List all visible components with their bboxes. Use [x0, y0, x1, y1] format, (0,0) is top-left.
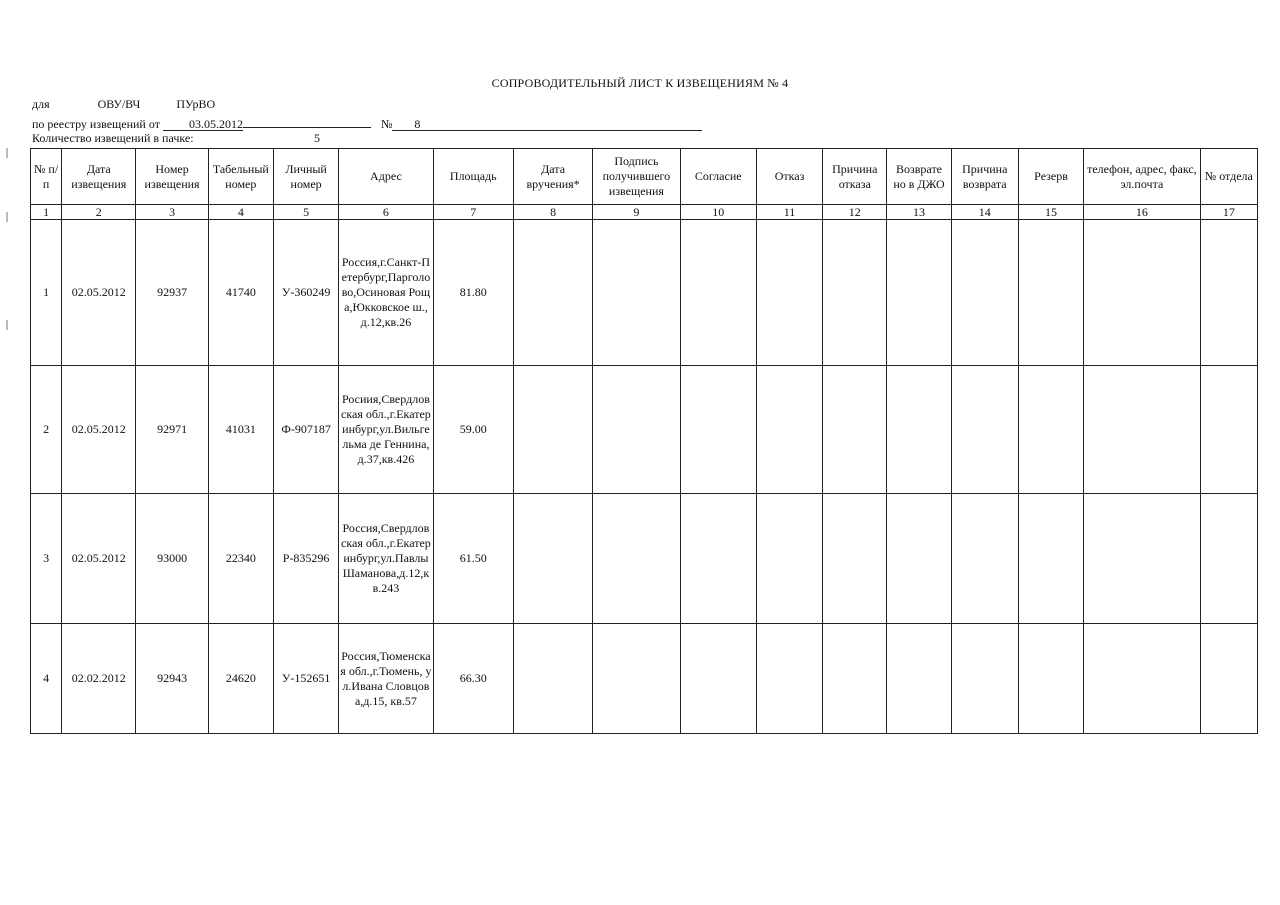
empty-cell — [756, 366, 822, 494]
col-number: 3 — [136, 205, 208, 220]
document-title: СОПРОВОДИТЕЛЬНЫЙ ЛИСТ К ИЗВЕЩЕНИЯМ № 4 — [491, 76, 789, 90]
row-number: 2 — [31, 366, 62, 494]
empty-cell — [513, 494, 592, 624]
col-header: телефон, адрес, факс, эл.почта — [1084, 149, 1200, 205]
notice-number: 92937 — [136, 220, 208, 366]
empty-cell — [593, 220, 680, 366]
personal-number: Ф-907187 — [273, 366, 338, 494]
area-cell: 59.00 — [433, 366, 513, 494]
for-label: для — [32, 97, 50, 111]
empty-cell — [887, 624, 951, 734]
empty-cell — [593, 624, 680, 734]
empty-cell — [756, 220, 822, 366]
row-number: 4 — [31, 624, 62, 734]
empty-cell — [756, 624, 822, 734]
col-header: Площадь — [433, 149, 513, 205]
col-number: 13 — [887, 205, 951, 220]
registry-number: 8 — [414, 117, 421, 131]
tab-number: 22340 — [208, 494, 273, 624]
col-number: 7 — [433, 205, 513, 220]
registry-label: по реестру извещений от — [32, 117, 160, 131]
empty-cell — [887, 220, 951, 366]
area-cell: 66.30 — [433, 624, 513, 734]
personal-number: Р-835296 — [273, 494, 338, 624]
table-row — [31, 624, 1258, 734]
col-header: Согласие — [680, 149, 756, 205]
empty-cell — [1084, 366, 1200, 494]
empty-cell — [951, 494, 1018, 624]
scan-mark — [6, 320, 8, 330]
row-number: 1 — [31, 220, 62, 366]
notice-date: 02.02.2012 — [62, 624, 136, 734]
col-number: 5 — [273, 205, 338, 220]
notice-date: 02.05.2012 — [62, 366, 136, 494]
count-line — [32, 131, 320, 146]
address-cell: Россия,Тюменская обл.,г.Тюмень, ул.Ивана Словцова,д.15, кв.57 — [339, 624, 433, 734]
notice-number: 92971 — [136, 366, 208, 494]
empty-cell — [887, 494, 951, 624]
notice-number: 93000 — [136, 494, 208, 624]
col-header: Табельный номер — [208, 149, 273, 205]
col-number: 8 — [513, 205, 592, 220]
registry-date-field — [163, 117, 243, 131]
tab-number: 41740 — [208, 220, 273, 366]
col-header: Резерв — [1018, 149, 1083, 205]
col-header: № п/п — [31, 149, 62, 205]
area-cell: 61.50 — [433, 494, 513, 624]
col-header: Подпись получившего извещения — [593, 149, 680, 205]
col-number: 4 — [208, 205, 273, 220]
empty-cell — [1200, 220, 1257, 366]
empty-cell — [1084, 494, 1200, 624]
table-row — [31, 220, 1258, 366]
scan-mark — [6, 148, 8, 158]
empty-cell — [951, 624, 1018, 734]
empty-cell — [1200, 624, 1257, 734]
recipient-line — [32, 97, 215, 112]
empty-cell — [951, 220, 1018, 366]
recipient-1: ОВУ/ВЧ — [97, 97, 141, 111]
empty-cell — [1200, 494, 1257, 624]
address-cell: Росиия,Свердловская обл.,г.Екатеринбург,ул.Вильгельма де Геннина,д.37,кв.426 — [339, 366, 433, 494]
registry-line — [32, 114, 702, 132]
empty-cell — [1084, 220, 1200, 366]
col-number: 14 — [951, 205, 1018, 220]
col-header: Номер извещения — [136, 149, 208, 205]
empty-cell — [823, 494, 887, 624]
empty-cell — [1018, 220, 1083, 366]
empty-cell — [951, 366, 1018, 494]
personal-number: У-360249 — [273, 220, 338, 366]
col-header: № отдела — [1200, 149, 1257, 205]
empty-cell — [1018, 624, 1083, 734]
empty-cell — [593, 366, 680, 494]
tab-number: 24620 — [208, 624, 273, 734]
tab-number: 41031 — [208, 366, 273, 494]
empty-cell — [823, 624, 887, 734]
empty-cell — [1200, 366, 1257, 494]
empty-cell — [513, 366, 592, 494]
col-number: 1 — [31, 205, 62, 220]
empty-cell — [1084, 624, 1200, 734]
col-number: 2 — [62, 205, 136, 220]
col-header: Отказ — [756, 149, 822, 205]
empty-cell — [593, 494, 680, 624]
address-cell: Россия,Свердловская обл.,г.Екатеринбург,ул.Павлы Шаманова,д.12,кв.243 — [339, 494, 433, 624]
col-number: 17 — [1200, 205, 1257, 220]
empty-cell — [1018, 494, 1083, 624]
registry-number-field — [392, 117, 702, 131]
empty-cell — [680, 220, 756, 366]
col-number: 11 — [756, 205, 822, 220]
area-cell: 81.80 — [433, 220, 513, 366]
empty-cell — [680, 624, 756, 734]
col-header: Адрес — [339, 149, 433, 205]
col-number: 9 — [593, 205, 680, 220]
col-header: Причина возврата — [951, 149, 1018, 205]
empty-cell — [680, 366, 756, 494]
empty-cell — [1018, 366, 1083, 494]
count-label: Количество извещений в пачке: — [32, 131, 194, 145]
personal-number: У-152651 — [273, 624, 338, 734]
empty-cell — [756, 494, 822, 624]
row-number: 3 — [31, 494, 62, 624]
recipient-2: ПУрВО — [176, 97, 216, 111]
empty-cell — [887, 366, 951, 494]
notices-table — [30, 148, 1258, 734]
empty-cell — [513, 220, 592, 366]
col-header: Дата извещения — [62, 149, 136, 205]
col-number: 10 — [680, 205, 756, 220]
col-header: Причина отказа — [823, 149, 887, 205]
col-header: Дата вручения* — [513, 149, 592, 205]
col-number: 16 — [1084, 205, 1200, 220]
table-row — [31, 366, 1258, 494]
col-header: Возврате но в ДЖО — [887, 149, 951, 205]
col-number: 6 — [339, 205, 433, 220]
count-value: 5 — [314, 131, 320, 145]
col-header: Личный номер — [273, 149, 338, 205]
empty-cell — [823, 220, 887, 366]
empty-cell — [513, 624, 592, 734]
empty-cell — [823, 366, 887, 494]
registry-date: 03.05.2012 — [188, 117, 243, 131]
address-cell: Россия,г.Санкт-Петербург,Парголово,Осиновая Роща,Юкковское ш.,д.12,кв.26 — [339, 220, 433, 366]
notice-number: 92943 — [136, 624, 208, 734]
header-row — [31, 149, 1258, 205]
table-row — [31, 494, 1258, 624]
notice-date: 02.05.2012 — [62, 220, 136, 366]
scan-mark — [6, 212, 8, 222]
column-number-row — [31, 205, 1258, 220]
empty-cell — [680, 494, 756, 624]
col-number: 12 — [823, 205, 887, 220]
notice-date: 02.05.2012 — [62, 494, 136, 624]
number-label: № — [380, 117, 393, 131]
col-number: 15 — [1018, 205, 1083, 220]
